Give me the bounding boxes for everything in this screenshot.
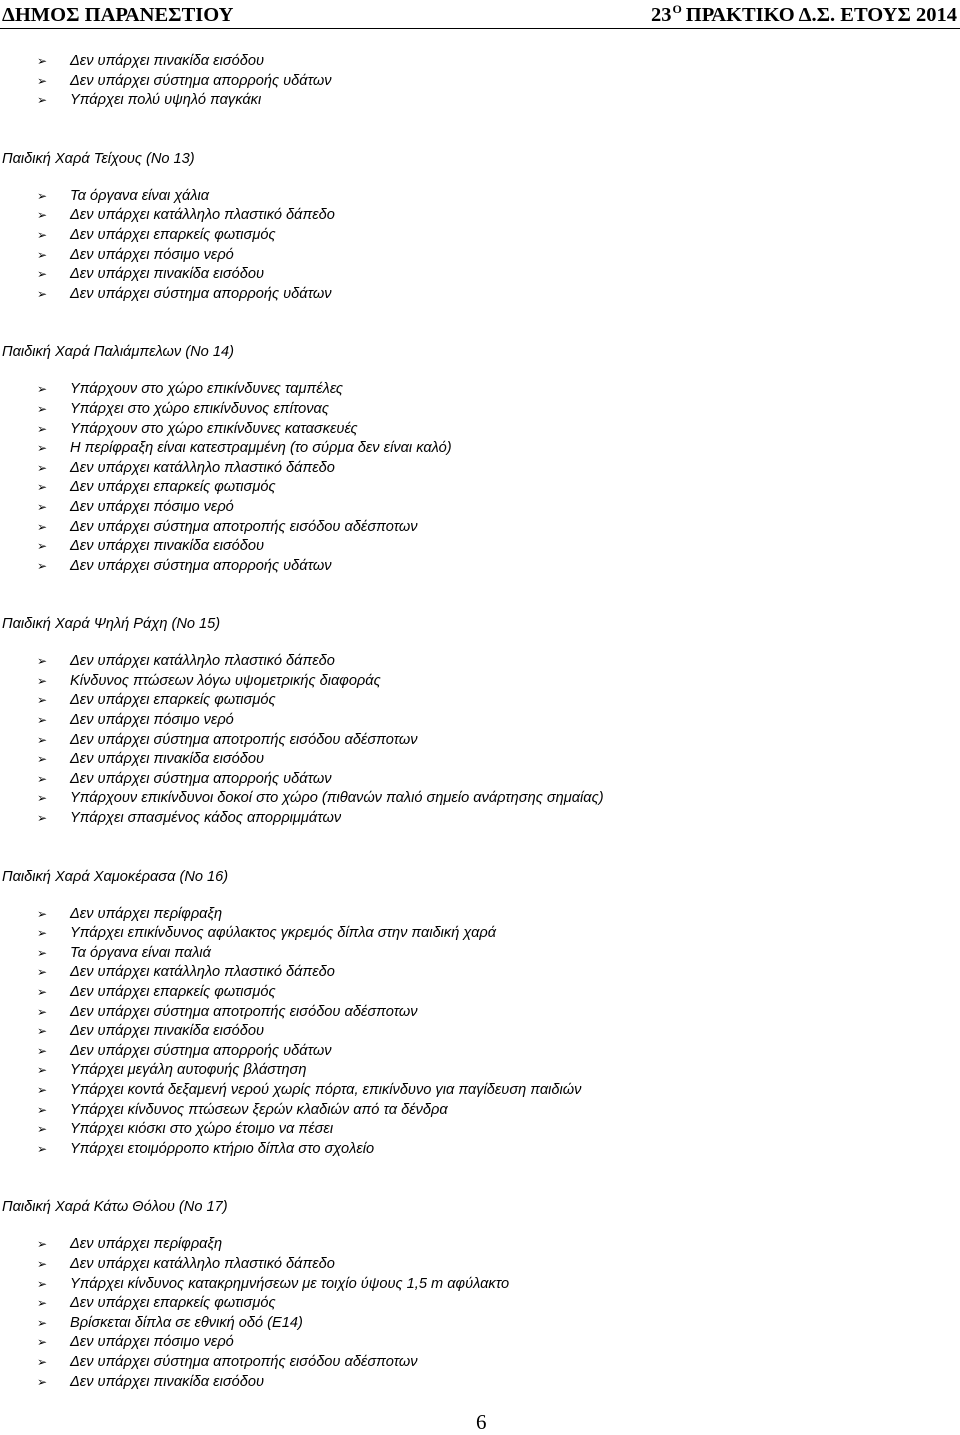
list-item-text: Δεν υπάρχει σύστημα απορροής υδάτων [70,72,332,89]
list-item [0,1140,960,1160]
list-item [0,1333,960,1353]
section-title: Παιδική Χαρά Κάτω Θόλου (Νο 17) [2,1199,228,1216]
page-header [0,2,960,29]
list-item-text: Δεν υπάρχει σύστημα απορροής υδάτων [70,770,332,787]
arrow-bullet-icon: ➢ [37,188,48,203]
list-item [0,439,960,459]
arrow-bullet-icon: ➢ [37,771,48,786]
list-item [0,672,960,692]
list-item-text: Δεν υπάρχει πόσιμο νερό [70,712,234,729]
list-item-text: Η περίφραξη είναι κατεστραμμένη (το σύρμα δεν είναι καλό) [70,440,452,457]
list-item [0,400,960,420]
list-item-text: Υπάρχει κίνδυνος κατακρημνήσεων με τοιχίο ύψους 1,5 m αφύλακτο [70,1275,510,1292]
list-item-text: Δεν υπάρχει περίφραξη [70,1236,223,1253]
list-item-text: Δεν υπάρχει σύστημα απορροής υδάτων [70,285,332,302]
list-item [0,1101,960,1121]
list-item [0,518,960,538]
list-item [0,770,960,790]
list-item [0,1120,960,1140]
arrow-bullet-icon: ➢ [37,945,48,960]
section-block [0,1197,960,1392]
arrow-bullet-icon: ➢ [37,54,48,68]
list-item-text: Δεν υπάρχει επαρκείς φωτισμός [70,692,276,709]
header-municipality: ΔΗΜΟΣ ΠΑΡΑΝΕΣΤΙΟΥ [2,4,234,26]
list-item-text: Δεν υπάρχει περίφραξη [70,905,223,922]
section-block [0,149,960,305]
list-item [0,652,960,672]
arrow-bullet-icon: ➢ [37,401,48,416]
arrow-bullet-icon: ➢ [37,732,48,747]
list-item-text: Υπάρχει μεγάλη αυτοφυής βλάστηση [70,1062,307,1079]
arrow-bullet-icon: ➢ [37,1024,48,1039]
arrow-bullet-icon: ➢ [37,227,48,242]
list-item [0,1061,960,1081]
list-item [0,1042,960,1062]
arrow-bullet-icon: ➢ [37,73,48,88]
list-item [0,1353,960,1373]
list-item-text: Δεν υπάρχει επαρκείς φωτισμός [70,984,276,1000]
arrow-bullet-icon: ➢ [37,1296,48,1311]
section-title: Παιδική Χαρά Παλιάμπελων (Νο 14) [2,344,234,361]
list-item-text: Δεν υπάρχει πινακίδα εισόδου [70,751,264,768]
arrow-bullet-icon: ➢ [37,499,48,514]
list-item-text: Δεν υπάρχει σύστημα αποτροπής εισόδου αδέσποτων [70,731,418,748]
list-item [0,206,960,226]
list-item [0,1314,960,1334]
list-item-text: Υπάρχει στο χώρο επικίνδυνος επίτονας [70,400,329,417]
list-item [0,1003,960,1023]
list-item-text: Δεν υπάρχει σύστημα απορροής υδάτων [70,1042,332,1059]
list-item [0,944,960,964]
list-item-text: Δεν υπάρχει πόσιμο νερό [70,498,234,515]
list-item [0,1255,960,1275]
list-item [0,498,960,518]
arrow-bullet-icon: ➢ [37,1043,48,1058]
list-item-text: Υπάρχουν στο χώρο επικίνδυνες κατασκευές [70,420,358,437]
list-item-text: Υπάρχει κίνδυνος πτώσεων ξερών κλαδιών από τα δένδρα [70,1101,448,1118]
document-body [0,52,960,1392]
arrow-bullet-icon: ➢ [37,1354,48,1369]
arrow-bullet-icon: ➢ [37,421,48,436]
list-item-text: Υπάρχει σπασμένος κάδος απορριμμάτων [70,810,342,827]
arrow-bullet-icon: ➢ [37,460,48,475]
list-item [0,691,960,711]
list-item-text: Δεν υπάρχει πινακίδα εισόδου [70,1373,264,1390]
section-block [0,342,960,576]
list-item-text: Τα όργανα είναι χάλια [70,187,210,204]
list-item-text: Δεν υπάρχει πόσιμο νερό [70,246,234,263]
list-item [0,187,960,207]
arrow-bullet-icon: ➢ [37,519,48,534]
section-title: Παιδική Χαρά Ψηλή Ράχη (Νο 15) [2,616,221,633]
list-item-text: Υπάρχουν επικίνδυνοι δοκοί στο χώρο (πιθανών παλιό σημείο ανάρτησης σημαίας) [70,790,604,807]
list-item-text: Δεν υπάρχει κατάλληλο πλαστικό δάπεδο [70,207,335,224]
arrow-bullet-icon: ➢ [37,480,48,495]
list-item-text: Υπάρχει ετοιμόρροπο κτήριο δίπλα στο σχολείο [70,1140,375,1157]
list-item [0,1373,960,1393]
list-item [0,420,960,440]
list-item [0,924,960,944]
section-block [0,867,960,1160]
list-item [0,1235,960,1255]
list-item-text: Δεν υπάρχει πινακίδα εισόδου [70,1023,264,1040]
list-item [0,963,960,983]
arrow-bullet-icon: ➢ [37,1335,48,1350]
list-item-text: Δεν υπάρχει πινακίδα εισόδου [70,53,264,69]
list-item [0,750,960,770]
list-item-text: Δεν υπάρχει κατάλληλο πλαστικό δάπεδο [70,1255,335,1272]
list-item-text: Υπάρχει κιόσκι στο χώρο έτοιμο να πέσει [70,1121,334,1138]
list-item-text: Δεν υπάρχει πινακίδα εισόδου [70,266,264,283]
list-item-text: Δεν υπάρχει σύστημα αποτροπής εισόδου αδέσποτων [70,518,418,535]
list-item [0,789,960,809]
arrow-bullet-icon: ➢ [37,286,48,301]
arrow-bullet-icon: ➢ [37,713,48,728]
list-item [0,711,960,731]
list-item [0,380,960,400]
list-item [0,1275,960,1295]
list-item-text: Δεν υπάρχει επαρκείς φωτισμός [70,226,276,243]
arrow-bullet-icon: ➢ [37,791,48,806]
list-item-text: Υπάρχει επικίνδυνος αφύλακτος γκρεμός δίπλα στην παιδική χαρά [70,925,497,942]
arrow-bullet-icon: ➢ [37,752,48,767]
arrow-bullet-icon: ➢ [37,1082,48,1097]
header-ordinal: Ο [672,2,682,16]
list-item [0,52,960,72]
arrow-bullet-icon: ➢ [37,1004,48,1019]
list-item [0,478,960,498]
list-item-text: Δεν υπάρχει κατάλληλο πλαστικό δάπεδο [70,653,335,670]
list-item [0,285,960,305]
list-item [0,905,960,925]
list-item [0,537,960,557]
list-item-text: Δεν υπάρχει σύστημα αποτροπής εισόδου αδέσποτων [70,1003,418,1020]
header-minutes-title [651,4,957,27]
list-item [0,91,960,111]
arrow-bullet-icon: ➢ [37,208,48,223]
section-block [0,614,960,828]
list-item-text: Δεν υπάρχει κατάλληλο πλαστικό δάπεδο [70,459,335,476]
list-item [0,265,960,285]
list-item-text: Δεν υπάρχει επαρκείς φωτισμός [70,1295,276,1312]
arrow-bullet-icon: ➢ [37,382,48,397]
list-item-text: Τα όργανα είναι παλιά [70,944,211,961]
arrow-bullet-icon: ➢ [37,906,48,921]
list-item-text: Υπάρχει πολύ υψηλό παγκάκι [70,92,262,109]
arrow-bullet-icon: ➢ [37,1141,48,1156]
list-item [0,246,960,266]
list-item-text: Δεν υπάρχει πόσιμο νερό [70,1334,234,1351]
list-item [0,1022,960,1042]
arrow-bullet-icon: ➢ [37,1102,48,1117]
section-title: Παιδική Χαρά Τείχους (Νο 13) [2,150,195,167]
arrow-bullet-icon: ➢ [37,93,48,108]
arrow-bullet-icon: ➢ [37,673,48,688]
list-item [0,809,960,829]
arrow-bullet-icon: ➢ [37,811,48,826]
arrow-bullet-icon: ➢ [37,926,48,941]
arrow-bullet-icon: ➢ [37,965,48,980]
section-title: Παιδική Χαρά Χαμοκέρασα (Νο 16) [2,868,229,885]
list-item-text: Δεν υπάρχει πινακίδα εισόδου [70,538,264,555]
arrow-bullet-icon: ➢ [37,654,48,669]
header-number: 23 [650,4,672,26]
arrow-bullet-icon: ➢ [37,558,48,573]
arrow-bullet-icon: ➢ [37,267,48,282]
section-block [0,52,960,111]
arrow-bullet-icon: ➢ [37,1122,48,1137]
arrow-bullet-icon: ➢ [37,1315,48,1330]
arrow-bullet-icon: ➢ [37,1063,48,1078]
list-item-text: Κίνδυνος πτώσεων λόγω υψομετρικής διαφοράς [70,672,381,689]
list-item-text: Υπάρχουν στο χώρο επικίνδυνες ταμπέλες [70,381,343,398]
list-item [0,731,960,751]
list-item [0,1081,960,1101]
list-item-text: Δεν υπάρχει κατάλληλο πλαστικό δάπεδο [70,964,335,981]
list-item-text: Δεν υπάρχει σύστημα αποτροπής εισόδου αδέσποτων [70,1353,418,1370]
arrow-bullet-icon: ➢ [37,1276,48,1291]
arrow-bullet-icon: ➢ [37,441,48,456]
arrow-bullet-icon: ➢ [37,985,48,999]
arrow-bullet-icon: ➢ [37,1256,48,1271]
page-number: 6 [476,1410,487,1434]
list-item [0,72,960,92]
arrow-bullet-icon: ➢ [37,1374,48,1389]
list-item-text: Υπάρχει κοντά δεξαμενή νερού χωρίς πόρτα, επικίνδυνο για παγίδευση παιδιών [70,1081,582,1098]
list-item [0,1294,960,1314]
list-item [0,557,960,577]
arrow-bullet-icon: ➢ [37,1237,48,1252]
list-item [0,226,960,246]
arrow-bullet-icon: ➢ [37,539,48,554]
arrow-bullet-icon: ➢ [37,693,48,708]
list-item-text: Δεν υπάρχει επαρκείς φωτισμός [70,479,276,496]
arrow-bullet-icon: ➢ [37,247,48,262]
header-minutes-text: ΠΡΑΚΤΙΚΟ Δ.Σ. ΕΤΟΥΣ 2014 [685,4,957,26]
list-item-text: Δεν υπάρχει σύστημα απορροής υδάτων [70,557,332,574]
list-item [0,459,960,479]
list-item [0,983,960,1003]
list-item-text: Βρίσκεται δίπλα σε εθνική οδό (Ε14) [70,1314,303,1331]
